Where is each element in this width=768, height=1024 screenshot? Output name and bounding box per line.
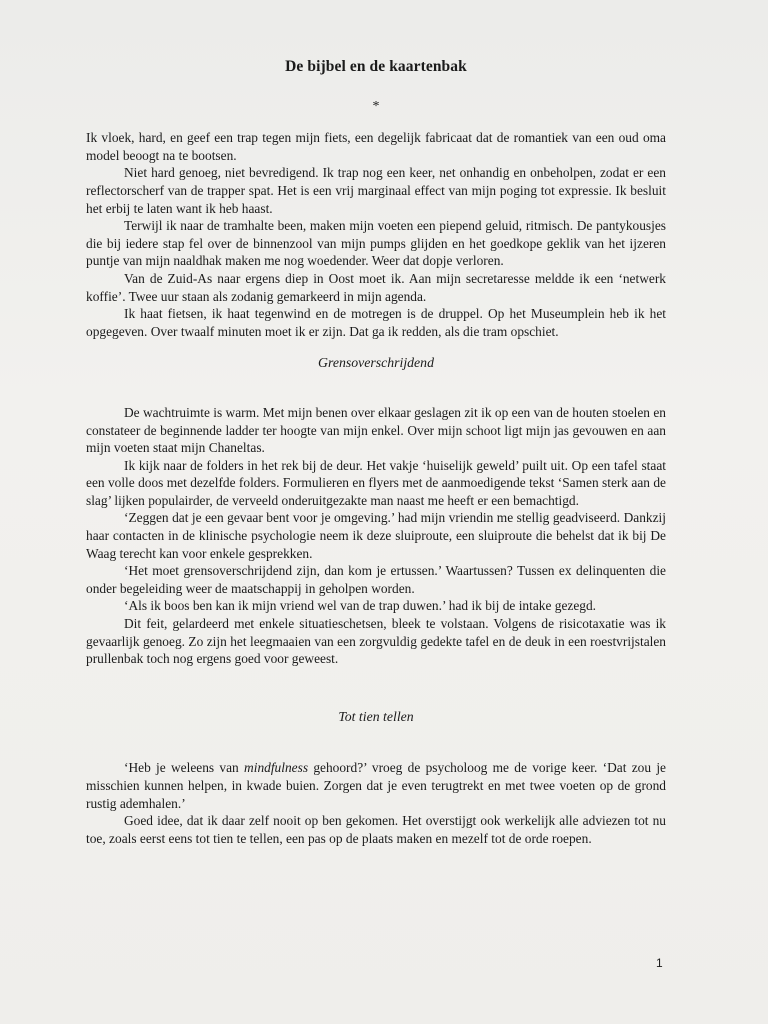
paragraph: Goed idee, dat ik daar zelf nooit op ben gekomen. Het overstijgt ook werkelijk alle adviezen tot nu toe, zoals eerst eens tot tien te tellen, een pas op de plaats maken en mezelf tot de orde roepen. (86, 813, 666, 846)
paragraph: Dit feit, gelardeerd met enkele situatieschetsen, bleek te volstaan. Volgens de risicotaxatie was ik gevaarlijk genoeg. Zo zijn het leegmaaien van een zorgvuldig gedekte tafel en de deuk in een roestvrijstalen prullenbak toch nog ergens goed voor geweest. (86, 616, 666, 667)
paragraph (86, 759, 666, 812)
paragraph: Terwijl ik naar de tramhalte been, maken mijn voeten een piepend geluid, ritmisch. De pantykousjes die bij iedere stap fel over de binnenzool van mijn pumps glijden en het goedkope geklik van het ijzeren puntje van mijn naaldhak maken me nog woedender. Weer dat dopje verloren. (86, 218, 666, 269)
paragraph: Ik kijk naar de folders in het rek bij de deur. Het vakje ‘huiselijk geweld’ puilt uit. Op een tafel staat een volle doos met dezelfde folders. Formulieren en flyers met de aanmoedigende tekst ‘Samen sterk aan de slag’ lijken populairder, de verveeld onderuitgezakte man naast me heeft er een bemachtigd. (86, 457, 666, 508)
paragraph: Niet hard genoeg, niet bevredigend. Ik trap nog een keer, net onhandig en onbeholpen, zodat er een reflectorscherf van de trapper spat. Het is een vrij marginaal effect van mijn poging tot expressie. Ik besluit het erbij te laten want ik heb haast. (86, 165, 666, 216)
paragraph: ‘Als ik boos ben kan ik mijn vriend wel van de trap duwen.’ had ik bij de intake gezegd. (124, 598, 597, 614)
paragraph-text: gehoord?’ vroeg de psycholoog me de vorige keer. ‘Dat zou je misschien kunnen helpen, in kwade buien. Zorgen dat je even terugtrekt en met twee voeten op de grond rustig ademhalen.’ (86, 760, 666, 811)
page-number: 1 (656, 956, 663, 970)
paragraph: Ik haat fietsen, ik haat tegenwind en de motregen is de druppel. Op het Museumplein heb ik het opgegeven. Over twaalf minuten moet ik er zijn. Dat ga ik redden, als die tram opschiet. (86, 306, 666, 339)
paragraph: Ik vloek, hard, en geef een trap tegen mijn fiets, een degelijk fabricaat dat de romantiek van een oud oma model beoogt na te bootsen. (86, 130, 666, 163)
paragraph: Van de Zuid-As naar ergens diep in Oost moet ik. Aan mijn secretaresse meldde ik een ‘netwerk koffie’. Twee uur staan als zodanig gemarkeerd in mijn agenda. (86, 270, 666, 304)
paragraph: ‘Het moet grensoverschrijdend zijn, dan kom je ertussen.’ Waartussen? Tussen ex delinquenten die onder begeleiding weer de maatschappij in geholpen worden. (86, 563, 666, 596)
paragraph: De wachtruimte is warm. Met mijn benen over elkaar geslagen zit ik op een van de houten stoelen en constateer de beginnende ladder ter hoogte van mijn enkel. Over mijn schoot ligt mijn jas gevouwen en aan mijn voeten staat mijn Chaneltas. (86, 404, 666, 456)
paragraph-text: ‘Heb je weleens van (124, 760, 245, 776)
section-heading-grensoverschrijdend: Grensoverschrijdend (318, 355, 434, 371)
emphasis-mindfulness: mindfulness (244, 760, 309, 776)
section-separator: * (372, 98, 380, 114)
paragraph: ‘Zeggen dat je een gevaar bent voor je omgeving.’ had mijn vriendin me stellig geadviseerd. Dankzij haar contacten in de klinische psychologie neem ik deze sluiproute, een sluiproute die behelst dat ik bij De Waag terecht kan voor enkele gesprekken. (86, 510, 666, 561)
section-heading-tot-tien-tellen: Tot tien tellen (338, 708, 414, 724)
document-content (86, 58, 666, 847)
document-title: De bijbel en de kaartenbak (285, 58, 467, 75)
